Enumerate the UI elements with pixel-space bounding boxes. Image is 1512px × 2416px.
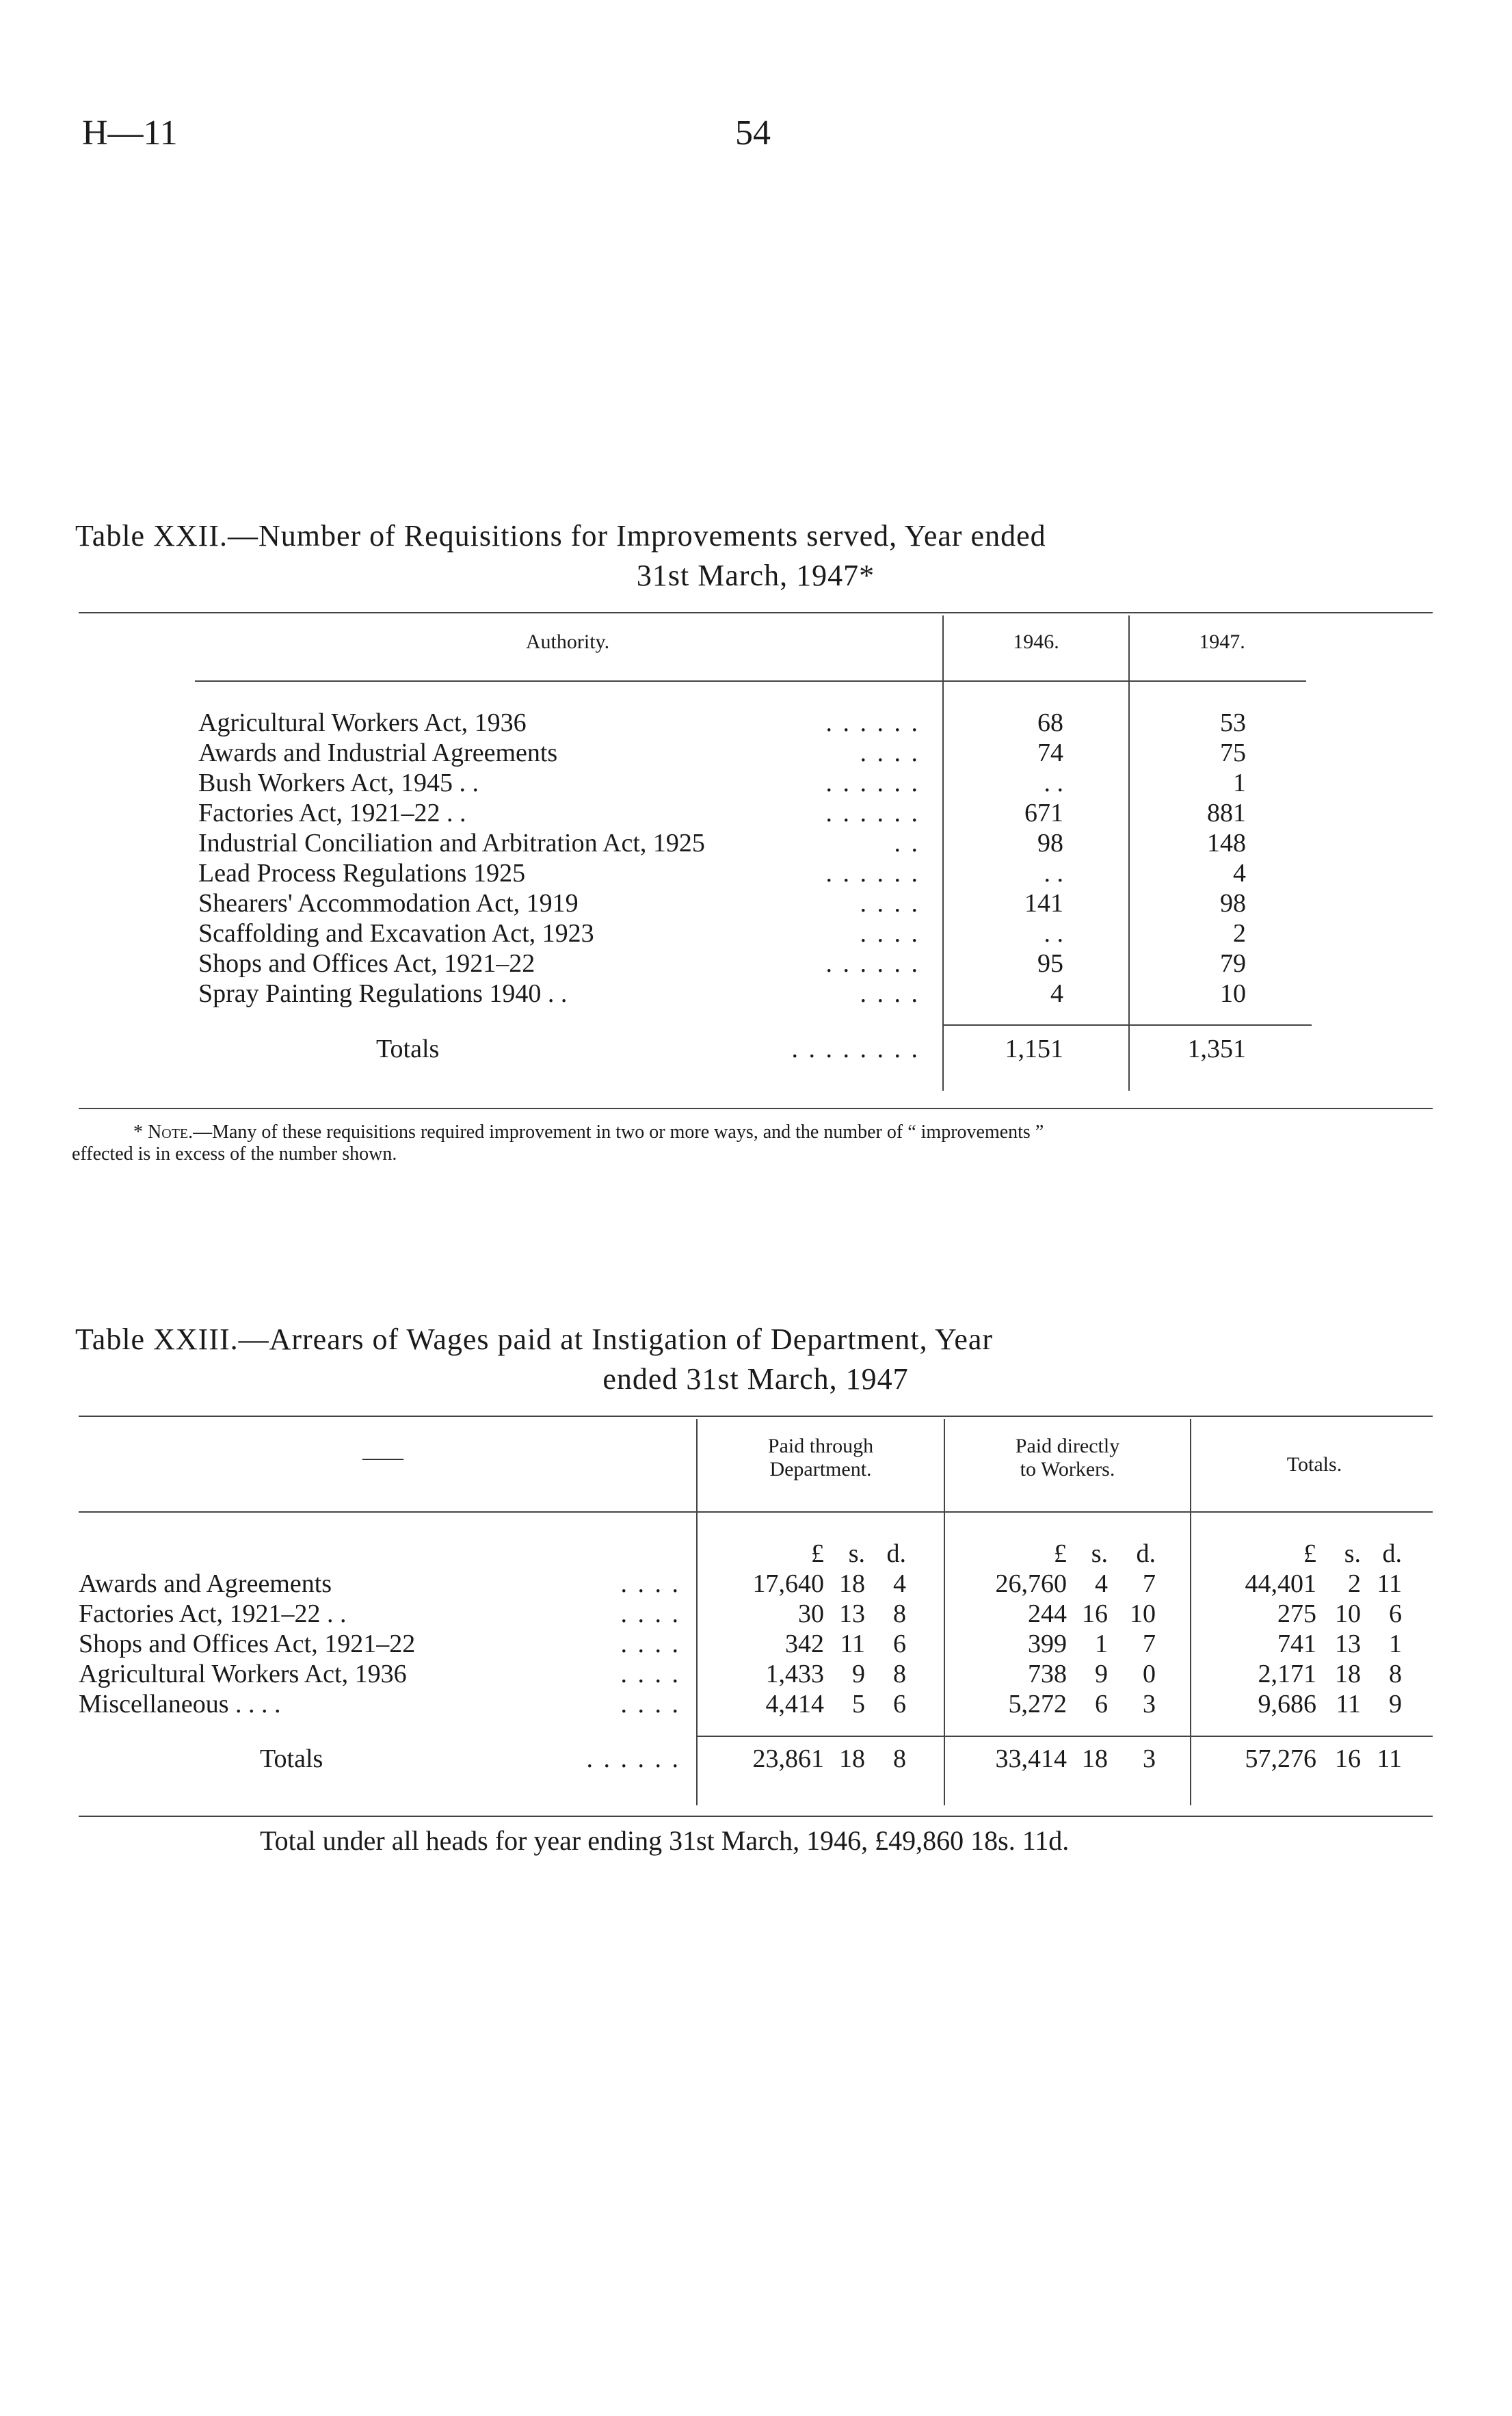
table23-totals-workers-shillings: 18 xyxy=(1082,1744,1108,1773)
table22-cell-1946: 74 xyxy=(1037,739,1063,767)
table22-header-1946: 1946. xyxy=(1013,630,1059,653)
table22-total-1946: 1,151 xyxy=(1005,1035,1063,1063)
table23-row-workers-pounds: 738 xyxy=(1028,1660,1067,1688)
table22-cell-1947: 75 xyxy=(1220,739,1246,767)
footer-total: Total under all heads for year ending 31st March, 1946, £49,860 18s. 11d. xyxy=(260,1825,1070,1856)
table23-row-leader: . . . . xyxy=(620,1599,680,1628)
table23-row-total-shillings: 2 xyxy=(1348,1569,1361,1598)
table23-total-unit-pence: d. xyxy=(1382,1539,1402,1568)
table23-totals-total-shillings: 16 xyxy=(1335,1744,1361,1773)
table22-row-label: Lead Process Regulations 1925 xyxy=(198,859,526,888)
table23-row-dept-pence: 6 xyxy=(893,1630,906,1658)
table22-cell-1946: 95 xyxy=(1037,949,1063,978)
table23-row-total-pence: 1 xyxy=(1389,1630,1402,1658)
table23-row-dept-shillings: 18 xyxy=(839,1569,865,1598)
table22-row-label: Factories Act, 1921–22 . . xyxy=(198,799,466,827)
table22-row-leader: . . . . . . xyxy=(825,859,920,888)
table22-row-leader: . . . . . . xyxy=(825,769,920,797)
table23-header-rule xyxy=(79,1511,1433,1513)
table23-row-total-pounds: 44,401 xyxy=(1245,1569,1316,1598)
table23-workers-unit-shilling: s. xyxy=(1091,1539,1108,1568)
table22-cell-1946: . . xyxy=(1044,769,1063,797)
table22-row-label: Agricultural Workers Act, 1936 xyxy=(198,708,527,737)
table23-row-workers-shillings: 16 xyxy=(1082,1599,1108,1628)
table22-caption-line1: Table XXII.—Number of Requisitions for Improvements served, Year ended xyxy=(75,519,1046,553)
table23-row-dept-shillings: 13 xyxy=(839,1599,865,1628)
table23-row-leader: . . . . xyxy=(620,1660,680,1688)
table23-row-workers-pounds: 26,760 xyxy=(995,1569,1067,1598)
table22-cell-1946: 671 xyxy=(1024,799,1063,827)
table22-cell-1947: 148 xyxy=(1207,829,1246,858)
table23-caption-line1: Table XXIII.—Arrears of Wages paid at Instigation of Department, Year xyxy=(75,1323,994,1356)
table23-totals-total-pounds: 57,276 xyxy=(1245,1744,1316,1773)
table23-row-label: Awards and Agreements xyxy=(79,1569,332,1598)
table23-row-leader: . . . . xyxy=(620,1630,680,1658)
table23-row-dept-pence: 8 xyxy=(893,1599,906,1628)
table22-row-leader: . . xyxy=(894,829,920,858)
table23-row-label: Shops and Offices Act, 1921–22 xyxy=(79,1630,416,1658)
table23-row-total-shillings: 18 xyxy=(1335,1660,1361,1688)
table22-row-leader: . . . . xyxy=(860,979,920,1008)
table23-row-dept-pence: 4 xyxy=(893,1569,906,1598)
table23-header-dept xyxy=(698,1435,944,1481)
table23-row-total-pounds: 2,171 xyxy=(1258,1660,1316,1688)
table22-cell-1946: . . xyxy=(1044,859,1063,888)
table23-header-blank: —— xyxy=(362,1446,403,1469)
table23-caption-line2: ended 31st March, 1947 xyxy=(602,1362,909,1396)
table23-totals-workers-pounds: 33,414 xyxy=(995,1744,1067,1773)
table22-row-leader: . . . . xyxy=(860,739,920,767)
table22-row-leader: . . . . xyxy=(860,889,920,918)
table23-totals-dept-pounds: 23,861 xyxy=(752,1744,824,1773)
table23-row-label: Miscellaneous . . . . xyxy=(79,1690,281,1718)
table23-row-dept-pounds: 30 xyxy=(798,1599,824,1628)
table23-row-dept-pence: 8 xyxy=(893,1660,906,1688)
table23-row-total-shillings: 10 xyxy=(1335,1599,1361,1628)
table23-row-workers-pence: 7 xyxy=(1143,1569,1156,1598)
table22-note-line2: effected is in excess of the number shown. xyxy=(72,1143,397,1165)
table23-workers-unit-pence: d. xyxy=(1136,1539,1156,1568)
table22-cell-1947: 881 xyxy=(1207,799,1246,827)
table23-dept-unit-shilling: s. xyxy=(848,1539,865,1568)
table22-row-label: Awards and Industrial Agreements xyxy=(198,739,558,767)
table22-cell-1946: . . xyxy=(1044,919,1063,948)
table23-row-workers-pence: 3 xyxy=(1143,1690,1156,1718)
table22-row-label: Scaffolding and Excavation Act, 1923 xyxy=(198,919,594,948)
note-text-1: —Many of these requisitions required improvement in two or more ways, and the number of “ improvements ” xyxy=(193,1121,1044,1143)
table22-header-1947: 1947. xyxy=(1199,630,1245,653)
table23-row-dept-shillings: 11 xyxy=(840,1630,865,1658)
table23-totals-leader: . . . . . . xyxy=(586,1744,680,1773)
table23-row-workers-shillings: 9 xyxy=(1095,1660,1108,1688)
table22-row-leader: . . . . . . xyxy=(825,708,920,737)
table23-row-workers-shillings: 4 xyxy=(1095,1569,1108,1598)
table23-row-workers-pence: 0 xyxy=(1143,1660,1156,1688)
header-workers-line2: to Workers. xyxy=(1020,1458,1115,1481)
table22-row-label: Shearers' Accommodation Act, 1919 xyxy=(198,889,579,918)
table23-totals-label: Totals xyxy=(260,1744,323,1773)
table23-row-total-pounds: 9,686 xyxy=(1258,1690,1316,1718)
table23-bottom-rule xyxy=(79,1816,1433,1817)
table23-totals-dept-pence: 8 xyxy=(893,1744,906,1773)
table23-totals-rule xyxy=(696,1736,1433,1737)
table23-row-workers-pounds: 244 xyxy=(1028,1599,1067,1628)
table22-totals-rule xyxy=(942,1024,1312,1026)
table22-header-rule xyxy=(195,680,1306,682)
table22-caption xyxy=(75,516,1443,596)
table22-top-rule xyxy=(79,612,1433,613)
table23-caption xyxy=(75,1320,1443,1399)
table23-row-total-shillings: 11 xyxy=(1336,1690,1361,1718)
table22-bottom-rule xyxy=(79,1108,1433,1109)
table23-row-dept-shillings: 9 xyxy=(852,1660,865,1688)
table23-header-workers xyxy=(945,1435,1190,1481)
table22-cell-1946: 4 xyxy=(1050,979,1063,1008)
header-dept-line2: Department. xyxy=(769,1458,872,1481)
table23-row-total-pounds: 275 xyxy=(1277,1599,1316,1628)
table22-row-leader: . . . . . . xyxy=(825,949,920,978)
table22-cell-1947: 1 xyxy=(1233,769,1246,797)
table22-cell-1947: 10 xyxy=(1220,979,1246,1008)
note-mark: * Note. xyxy=(133,1121,194,1143)
table22-row-label: Shops and Offices Act, 1921–22 xyxy=(198,949,535,978)
table23-total-unit-pound: £ xyxy=(1303,1539,1316,1568)
table22-row-label: Industrial Conciliation and Arbitration Act, 1925 xyxy=(198,829,705,858)
table23-row-leader: . . . . xyxy=(620,1569,680,1598)
table22-totals-label: Totals xyxy=(376,1035,440,1063)
table22-note-line1 xyxy=(133,1121,1433,1143)
table22-cell-1947: 4 xyxy=(1233,859,1246,888)
table22-row-leader: . . . . . . xyxy=(825,799,920,827)
table23-row-dept-pence: 6 xyxy=(893,1690,906,1718)
table23-totals-total-pence: 11 xyxy=(1377,1744,1402,1773)
table22-cell-1946: 98 xyxy=(1037,829,1063,858)
page-number: 54 xyxy=(735,114,771,152)
header-dept-line1: Paid through xyxy=(767,1435,874,1457)
table23-row-total-shillings: 13 xyxy=(1335,1630,1361,1658)
table22-row-label: Bush Workers Act, 1945 . . xyxy=(198,769,479,797)
header-workers-line1: Paid directly xyxy=(1015,1435,1120,1457)
table22-totals-leader: . . . . . . . . xyxy=(791,1035,920,1063)
table23-row-dept-pounds: 4,414 xyxy=(765,1690,824,1718)
table23-dept-unit-pound: £ xyxy=(811,1539,824,1568)
table23-workers-unit-pound: £ xyxy=(1054,1539,1067,1568)
table23-row-label: Factories Act, 1921–22 . . xyxy=(79,1599,347,1628)
table22-note xyxy=(72,1121,1433,1165)
table23-header-totals: Totals. xyxy=(1286,1453,1342,1476)
table23-row-workers-pence: 7 xyxy=(1143,1630,1156,1658)
table22-cell-1947: 79 xyxy=(1220,949,1246,978)
table23-row-dept-pounds: 1,433 xyxy=(765,1660,824,1688)
table22-header-authority: Authority. xyxy=(525,630,610,653)
table23-row-total-pounds: 741 xyxy=(1277,1630,1316,1658)
table23-row-total-pence: 8 xyxy=(1389,1660,1402,1688)
table23-row-total-pence: 6 xyxy=(1389,1599,1402,1628)
table22-caption-line2: 31st March, 1947* xyxy=(636,559,875,592)
table22-row-label: Spray Painting Regulations 1940 . . xyxy=(198,979,568,1008)
table23-dept-unit-pence: d. xyxy=(886,1539,906,1568)
table23-row-workers-pence: 10 xyxy=(1130,1599,1156,1628)
table23-row-dept-pounds: 342 xyxy=(785,1630,824,1658)
table23-totals-dept-shillings: 18 xyxy=(839,1744,865,1773)
table23-top-rule xyxy=(79,1416,1433,1417)
table22-cell-1947: 98 xyxy=(1220,889,1246,918)
table22-cell-1946: 141 xyxy=(1024,889,1063,918)
table22-total-1947: 1,351 xyxy=(1187,1035,1246,1063)
table22-row-leader: . . . . xyxy=(860,919,920,948)
table22-cell-1947: 2 xyxy=(1233,919,1246,948)
table23-row-workers-pounds: 399 xyxy=(1028,1630,1067,1658)
table23-row-label: Agricultural Workers Act, 1936 xyxy=(79,1660,407,1688)
table23-row-workers-shillings: 6 xyxy=(1095,1690,1108,1718)
table22-cell-1947: 53 xyxy=(1220,708,1246,737)
table23-row-total-pence: 11 xyxy=(1377,1569,1402,1598)
table23-row-workers-pounds: 5,272 xyxy=(1008,1690,1067,1718)
table23-row-dept-pounds: 17,640 xyxy=(752,1569,824,1598)
page-ref: H—11 xyxy=(82,114,178,152)
table23-row-dept-shillings: 5 xyxy=(852,1690,865,1718)
table23-row-leader: . . . . xyxy=(620,1690,680,1718)
table23-row-workers-shillings: 1 xyxy=(1095,1630,1108,1658)
table22-cell-1946: 68 xyxy=(1037,708,1063,737)
table23-total-unit-shilling: s. xyxy=(1344,1539,1361,1568)
table23-totals-workers-pence: 3 xyxy=(1143,1744,1156,1773)
table23-row-total-pence: 9 xyxy=(1389,1690,1402,1718)
